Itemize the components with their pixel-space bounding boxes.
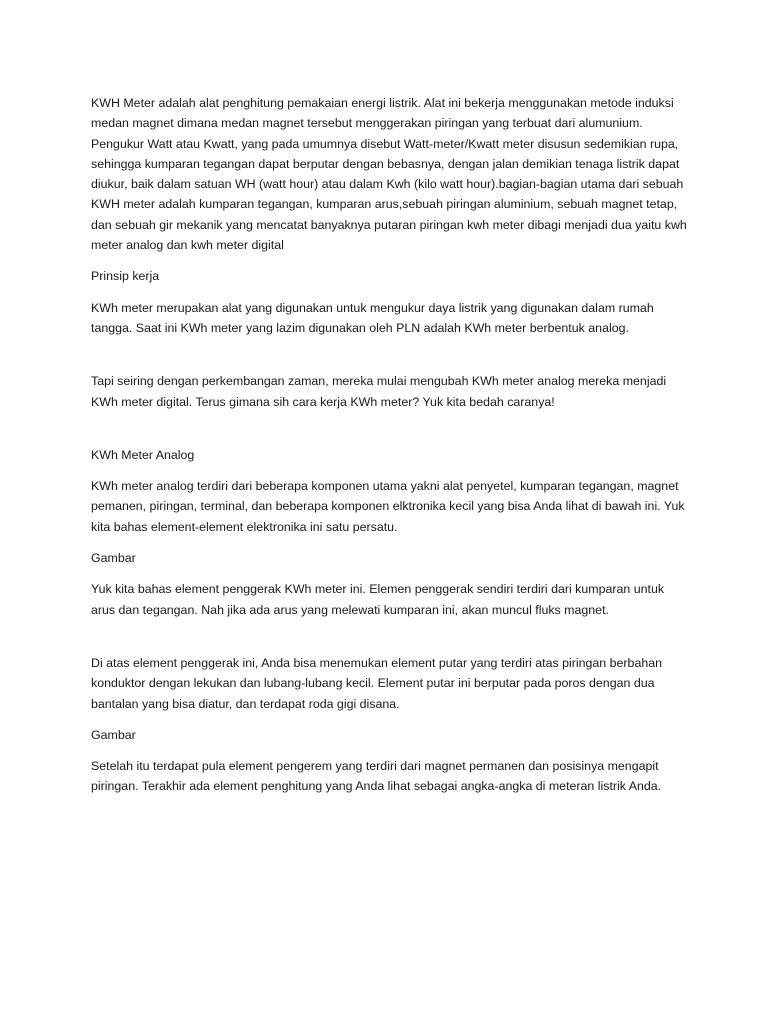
paragraph-penggerak: Yuk kita bahas element penggerak KWh meter ini. Elemen penggerak sendiri terdiri dari kumparan untuk arus dan tegangan. Nah jika ada arus yang melewati kumparan ini, akan muncul fluks magnet. [91, 582, 665, 617]
spacer [91, 537, 691, 548]
document-body [91, 93, 691, 797]
figure-placeholder-1: Gambar [91, 551, 136, 566]
paragraph-digital-transition: Tapi seiring dengan perkembangan zaman, mereka mulai mengubah KWh meter analog mereka menjadi KWh meter digital. Terus gimana sih cara kerja KWh meter? Yuk kita bedah caranya! [91, 374, 667, 409]
spacer [91, 568, 691, 579]
spacer [91, 338, 691, 371]
paragraph-analog-components: KWh meter analog terdiri dari beberapa komponen utama yakni alat penyetel, kumparan tegangan, magnet pemanen, piringan, terminal, dan beberapa komponen elktronika kecil yang bisa Anda lihat di bawah ini. Yuk kita bahas element-element elektronika ini satu persatu. [91, 479, 685, 534]
heading-prinsip-kerja: Prinsip kerja [91, 269, 160, 284]
spacer [91, 465, 691, 476]
figure-placeholder-2: Gambar [91, 727, 136, 742]
intro-paragraph: KWH Meter adalah alat penghitung pemakaian energi listrik. Alat ini bekerja menggunakan metode induksi medan magnet dimana medan magnet tersebut menggerakan piringan yang terbuat dari alumunium. Pengukur Watt atau Kwatt, yang pada umumnya disebut Watt-meter/Kwatt meter disusun sedemikian rupa, sehingga kumparan tegangan dapat berputar dengan bebasnya, dengan jalan demikian tenaga listrik dapat diukur, baik dalam satuan WH (watt hour) atau dalam Kwh (kilo watt hour).bagian-bagian utama dari sebuah KWH meter adalah kumparan tegangan, kumparan arus,sebuah piringan aluminium, sebuah magnet tetap, dan sebuah gir mekanik yang mencatat banyaknya putaran piringan kwh meter dibagi menjadi dua yaitu kwh meter analog dan kwh meter digital [91, 96, 687, 253]
heading-kwh-meter-analog: KWh Meter Analog [91, 447, 195, 462]
spacer [91, 745, 691, 756]
spacer [91, 412, 691, 445]
paragraph-element-putar: Di atas element penggerak ini, Anda bisa menemukan element putar yang terdiri atas piringan berbahan konduktor dengan lekukan dan lubang-lubang kecil. Element putar ini berputar pada poros dengan dua bantalan yang bisa diatur, dan terdapat roda gigi disana. [91, 655, 663, 711]
spacer [91, 287, 691, 298]
spacer [91, 255, 691, 266]
paragraph-kwh-definition: KWh meter merupakan alat yang digunakan untuk mengukur daya listrik yang digunakan dalam rumah tangga. Saat ini KWh meter yang lazim digunakan oleh PLN adalah KWh meter berbentuk analog. [91, 300, 654, 335]
spacer [91, 714, 691, 725]
paragraph-pengerem-penghitung: Setelah itu terdapat pula element pengerem yang terdiri dari magnet permanen dan posisinya mengapit piringan. Terakhir ada element penghitung yang Anda lihat sebagai angka-angka di meteran listrik Anda. [91, 759, 662, 794]
spacer [91, 620, 691, 653]
